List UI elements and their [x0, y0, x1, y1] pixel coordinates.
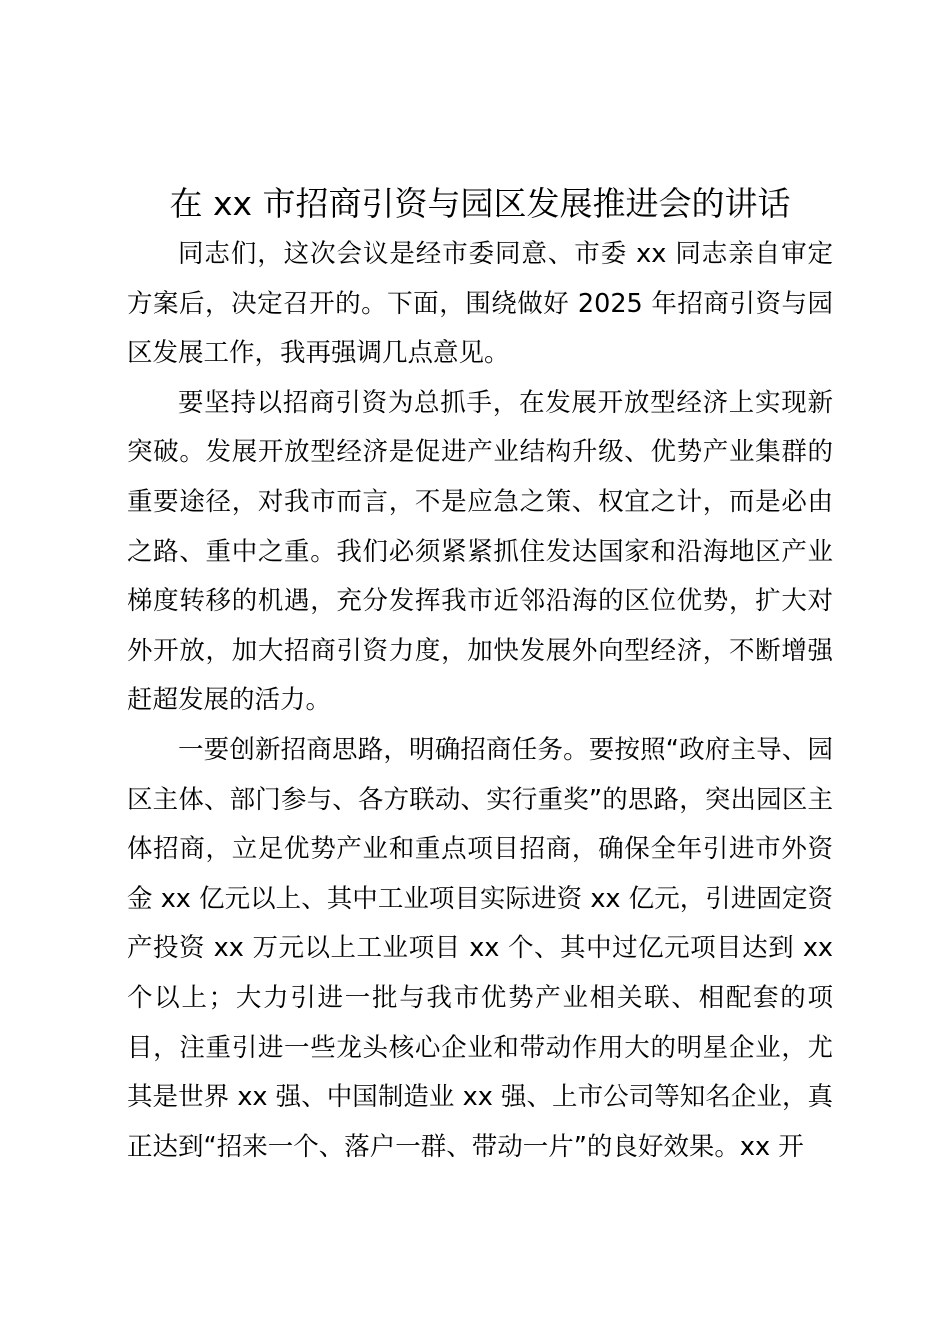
document-body [127, 230, 833, 1172]
paragraph-open-economy: 要坚持以招商引资为总抓手，在发展开放型经济上实现新突破。发展开放型经济是促进产业结构升级、优势产业集群的重要途径，对我市而言，不是应急之策、权宜之计，而是必由之路、重中之重。我们必须紧紧抓住发达国家和沿海地区产业梯度转移的机遇，充分发挥我市近邻沿海的区位优势，扩大对外开放，加大招商引资力度，加快发展外向型经济，不断增强赶超发展的活力。 [127, 387, 833, 716]
paragraph-investment-strategy: 一要创新招商思路，明确招商任务。要按照“政府主导、园区主体、部门参与、各方联动、实行重奖”的思路，突出园区主体招商，立足优势产业和重点项目招商，确保全年引进市外资金 xx 亿元以上、其中工业项目实际进资 xx 亿元，引进固定资产投资 xx 万元以上工业项目 xx 个、其中过亿元项目达到 xx 个以上；大力引进一批与我市优势产业相关联、相配套的项目，注重引进一些龙头核心企业和带动作用大的明星企业，尤其是世界 xx 强、中国制造业 xx 强、上市公司等知名企业，真正达到“招来一个、落户一群、带动一片”的良好效果。xx 开 [127, 734, 833, 1162]
document-title: 在 xx 市招商引资与园区发展推进会的讲话 [169, 184, 791, 223]
paragraph-intro: 同志们，这次会议是经市委同意、市委 xx 同志亲自审定方案后，决定召开的。下面，围绕做好 2025 年招商引资与园区发展工作，我再强调几点意见。 [127, 239, 833, 369]
